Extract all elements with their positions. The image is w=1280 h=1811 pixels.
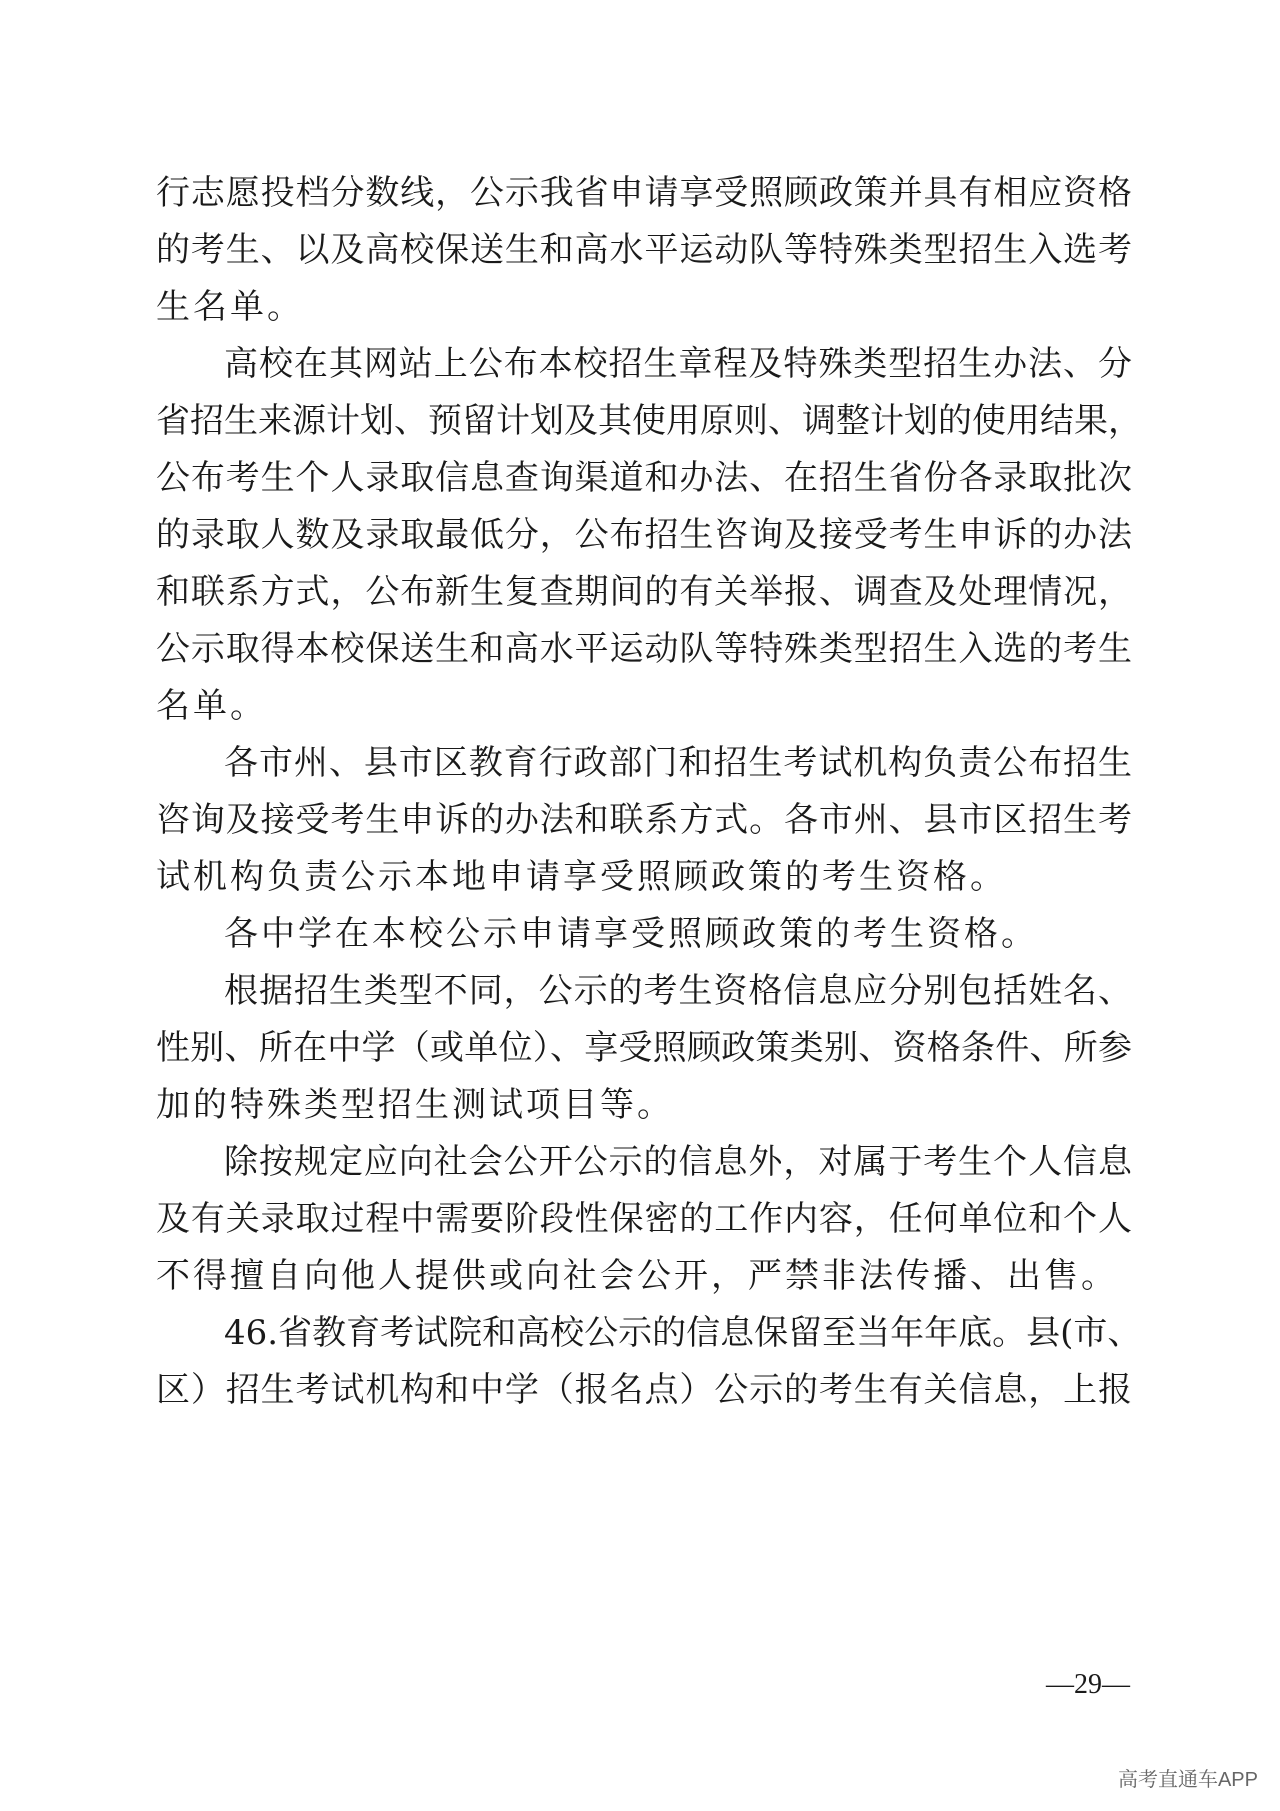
text-line: 的录取人数及录取最低分，公布招生咨询及接受考生申诉的办法 [156, 515, 1132, 555]
paragraph-start-line: 高校在其网站上公布本校招生章程及特殊类型招生办法、分 [224, 344, 1132, 384]
page-number: —29— [1046, 1669, 1130, 1700]
text-line: 的考生、以及高校保送生和高水平运动队等特殊类型招生入选考 [156, 230, 1132, 270]
watermark: 高考直通车APP [1117, 1769, 1258, 1791]
text-line: 生名单。 [156, 287, 304, 327]
text-line: 不得擅自向他人提供或向社会公开，严禁非法传播、出售。 [156, 1256, 1118, 1296]
text-line: 及有关录取过程中需要阶段性保密的工作内容，任何单位和个人 [156, 1199, 1132, 1239]
text-line: 和联系方式，公布新生复查期间的有关举报、调查及处理情况， [156, 572, 1132, 612]
text-line: 名单。 [156, 686, 267, 726]
paragraph-start-line: 根据招生类型不同，公示的考生资格信息应分别包括姓名、 [224, 971, 1132, 1011]
paragraph-start-line: 46.省教育考试院和高校公示的信息保留至当年年底。县(市、 [224, 1313, 1142, 1353]
text-line: 加的特殊类型招生测试项目等。 [156, 1085, 674, 1125]
text-line: 省招生来源计划、预留计划及其使用原则、调整计划的使用结果， [156, 401, 1142, 441]
text-line: 公布考生个人录取信息查询渠道和办法、在招生省份各录取批次 [156, 458, 1132, 498]
paragraph-start-line: 各中学在本校公示申请享受照顾政策的考生资格。 [224, 914, 1038, 954]
text-line: 性别、所在中学（或单位）、享受照顾政策类别、资格条件、所参 [156, 1028, 1132, 1068]
paragraph-start-line: 各市州、县市区教育行政部门和招生考试机构负责公布招生 [224, 743, 1132, 783]
text-line: 公示取得本校保送生和高水平运动队等特殊类型招生入选的考生 [156, 629, 1132, 669]
text-line: 咨询及接受考生申诉的办法和联系方式。各市州、县市区招生考 [156, 800, 1132, 840]
text-line: 行志愿投档分数线，公示我省申请享受照顾政策并具有相应资格 [156, 173, 1132, 213]
paragraph-start-line: 除按规定应向社会公开公示的信息外，对属于考生个人信息 [224, 1142, 1132, 1182]
text-line: 试机构负责公示本地申请享受照顾政策的考生资格。 [156, 857, 1007, 897]
text-line: 区）招生考试机构和中学（报名点）公示的考生有关信息，上报 [156, 1370, 1132, 1410]
